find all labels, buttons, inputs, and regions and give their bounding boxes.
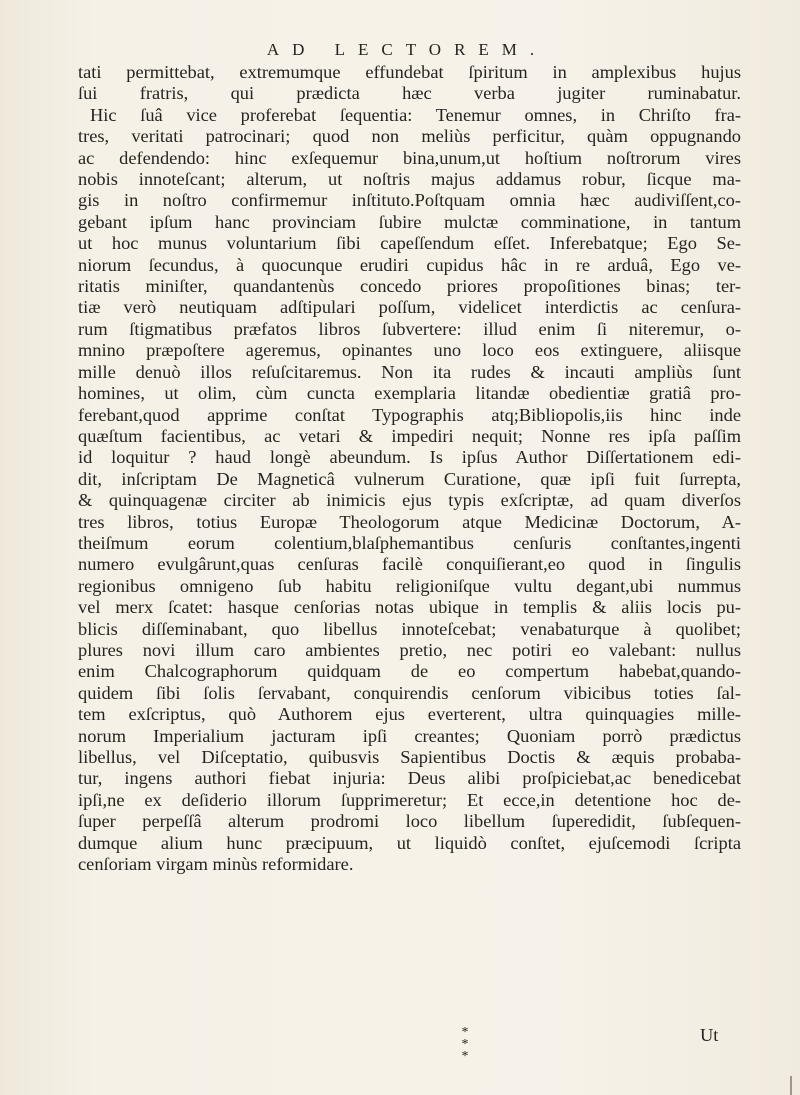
running-head: AD LECTOREM. [266,40,548,59]
text-line: ſuper perpeſſâ alterum prodromi loco libellum ſuperedidit, ſubſequen- [78,811,741,832]
text-line: ſui fratris, qui prædicta hæc verba jugiter ruminabatur. [78,83,741,104]
text-line: dumque alium hunc præcipuum, ut liquidò conſtet, ejuſcemodi ſcripta [78,832,741,853]
text-line: enim Chalcographorum quidquam de eo compertum habebat,quando- [78,661,741,682]
page-edge-mark [790,1076,792,1095]
text-line: gebant ipſum hanc provinciam ſubire mulctæ comminatione, in tantum [78,211,741,232]
text-line: quæſtum facientibus, ac vetari & impediri nequit; Nonne res ipſa paſſim [78,425,741,446]
text-line: ipſi,ne ex deſiderio illorum ſupprimeretur; Et ecce,in detentione hoc de- [78,789,741,810]
text-line: ac defendendo: hinc exſequemur bina,unum,ut hoſtium noſtrorum vires [78,147,741,168]
text-line: id loquitur ? haud longè abeundum. Is ipſus Author Diſſertationem edi- [78,447,741,468]
text-line: ferebant,quod apprime conſtat Typographis atq;Bibliopolis,iis hinc inde [78,404,741,425]
text-line: homines, ut olim, cùm cuncta exemplaria litandæ obedientiæ gratiâ pro- [78,383,741,404]
body-text [78,62,741,875]
text-line: ritatis miniſter, quandantenùs concedo priores propoſitiones binas; ter- [78,276,741,297]
text-line: theiſmum eorum colentium,blaſphemantibus cenſuris conſtantes,ingenti [78,532,741,553]
text-line: tati permittebat, extremumque effundebat ſpiritum in amplexibus hujus [78,62,741,82]
text-line: rum ſtigmatibus præfatos libros ſubvertere: illud enim ſi niteremur, o- [78,318,741,339]
text-line: regionibus omnigeno ſub habitu religioniſque vultu degant,ubi nummus [78,575,741,596]
text-line: tres libros, totius Europæ Theologorum atque Medicinæ Doctorum, A- [78,511,741,532]
text-line: blicis diſſeminabant, quo libellus innoteſcebat; venabaturque à quolibet; [78,618,741,639]
signature-mark [445,1027,485,1063]
text-line: mille denuò illos reſuſcitaremus. Non ita rudes & incauti ampliùs ſunt [78,361,741,382]
text-line: nobis innoteſcant; alterum, ut noſtris majus addamus robur, ſicque ma- [78,169,741,190]
text-line: dit, inſcriptam De Magneticâ vulnerum Curatione, quæ ipſi fuit ſurrepta, [78,468,741,489]
text-line: norum Imperialium jacturam ipſi creantes; Quoniam porrò prædictus [78,725,741,746]
text-line: cenſoriam virgam minùs reformidare. [78,854,354,875]
text-line: gis in noſtro confirmemur inſtituto.Poſtquam omnia hæc audiviſſent,co- [78,190,741,211]
text-line: tiæ verò neutiquam adſtipulari poſſum, videlicet interdictis ac cenſura- [78,297,741,318]
text-line: quidem ſibi ſolis ſervabant, conquirendis cenſorum vibicibus toties ſal- [78,682,741,703]
catchword: Ut [700,1025,719,1045]
text-line: tem exſcriptus, quò Authorem ejus everterent, ultra quinquagies mille- [78,704,741,725]
page-footer [0,1027,800,1067]
text-line: mnino præpoſtere ageremus, opinantes uno loco eos extinguere, aliisque [78,340,741,361]
text-line: Hic ſuâ vice proferebat ſequentia: Tenemur omnes, in Chriſto fra- [90,104,741,125]
text-line: vel merx ſcatet: hasque cenſorias notas ubique in templis & aliis locis pu- [78,597,741,618]
signature-mark-top: * * [461,1025,475,1052]
text-line: libellus, vel Diſceptatio, quibusvis Sapientibus Doctis & æquis probaba- [78,747,741,767]
text-line: & quinquagenæ circiter ab inimicis ejus typis exſcriptæ, ad quam diverſos [78,490,741,511]
text-line: plures novi illum caro ambientes pretio, nec potiri eo valebant: nullus [78,639,741,660]
text-line: numero evulgârunt,quas cenſuras facilè conquiſierant,eo quod in ſingulis [78,554,741,575]
text-line: ut hoc munus voluntarium ſibi capeſſendum eſſet. Inferebatque; Ego Se- [78,233,741,254]
text-line: niorum ſecundus, à quocunque erudiri cupidus hâc in re arduâ, Ego ve- [78,254,741,275]
text-line: tres, veritati patrocinari; quod non meliùs perficitur, quàm oppugnando [78,126,741,147]
text-line: tur, ingens authori fiebat injuria: Deus alibi proſpiciebat,ac benedicebat [78,768,741,789]
signature-mark-bottom: * [461,1049,469,1064]
